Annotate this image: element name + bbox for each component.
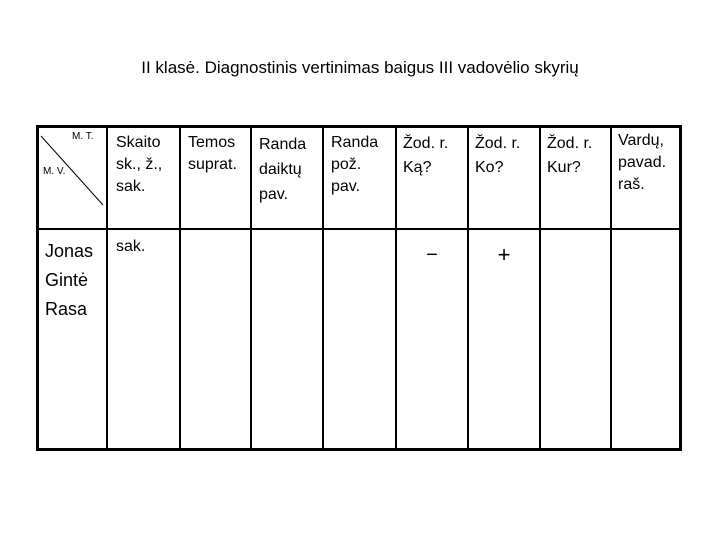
column-divider [467, 125, 469, 451]
header-cell: Temos suprat. [188, 134, 237, 173]
page-title: II klasė. Diagnostinis vertinimas baigus III vadovėlio skyrių [141, 58, 579, 77]
header-cell: Randa pož. pav. [331, 134, 379, 195]
header-cell: Vardų, pavad. raš. [618, 132, 667, 193]
header-divider [36, 228, 682, 230]
column-divider [322, 125, 324, 451]
corner-top-label: M. T. [72, 131, 94, 142]
header-cell: Randa daiktų pav. [259, 136, 307, 203]
header-cell: Žod. r. Kur? [547, 135, 593, 176]
column-divider [610, 125, 612, 451]
table-cell: − [426, 244, 438, 266]
column-divider [250, 125, 252, 451]
corner-bottom-label: M. V. [43, 166, 66, 177]
column-divider [106, 125, 108, 451]
header-cell: Skaito sk., ž., sak. [116, 134, 163, 195]
column-divider [179, 125, 181, 451]
header-cell: Žod. r. Ko? [475, 135, 521, 176]
header-cell: Žod. r. Ką? [403, 135, 449, 176]
student-names: Jonas Gintė Rasa [45, 241, 94, 319]
column-divider [539, 125, 541, 451]
column-divider [395, 125, 397, 451]
table-cell: sak. [116, 238, 146, 255]
table-cell: + [497, 242, 511, 267]
